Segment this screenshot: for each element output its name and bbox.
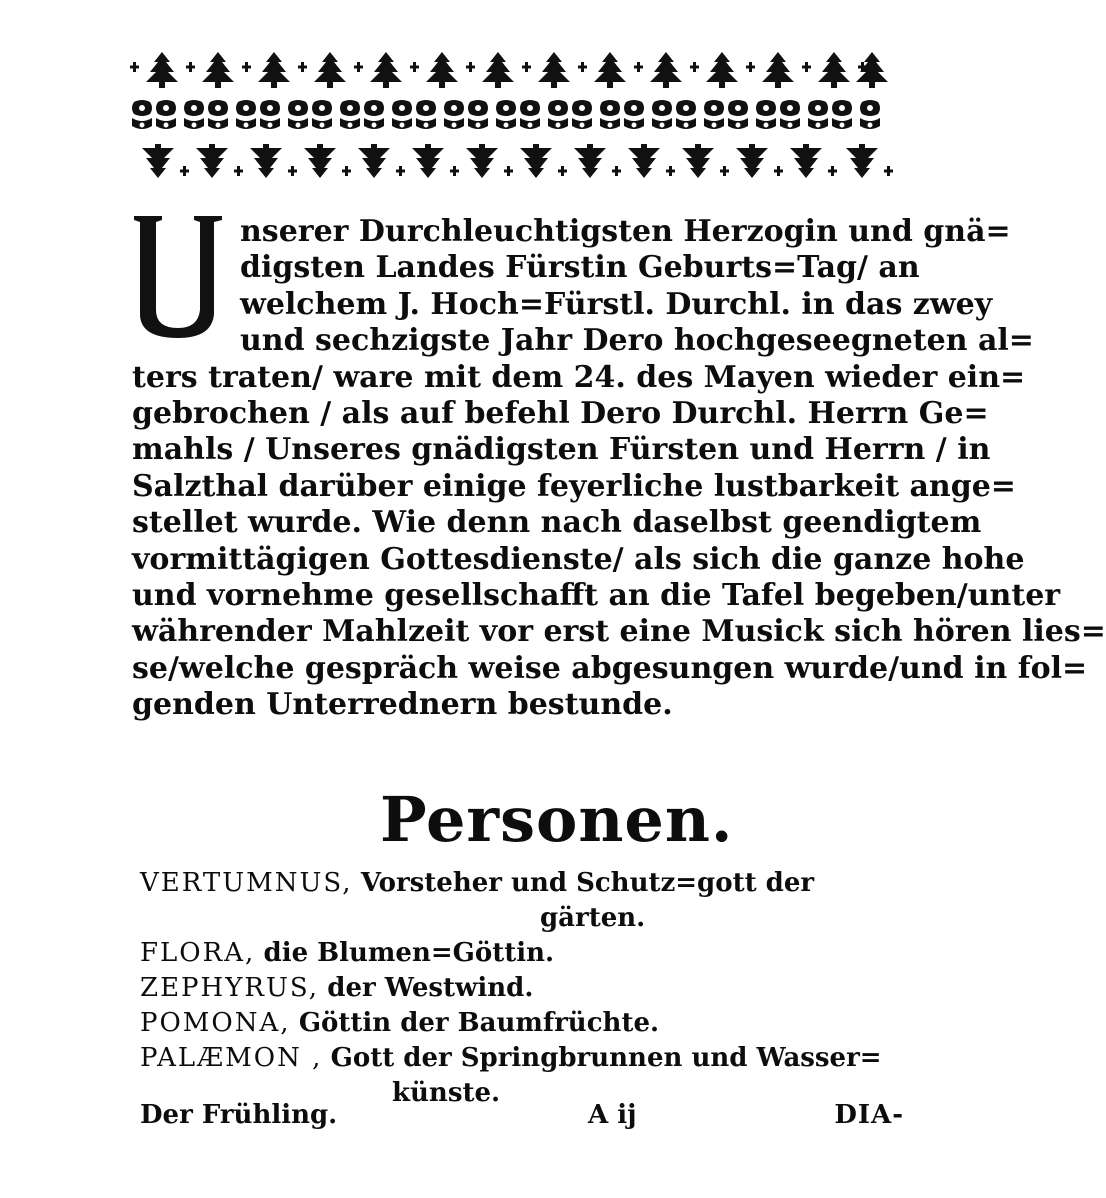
person-name: PALÆMON , bbox=[140, 1043, 323, 1073]
body-line: ters traten/ ware mit dem 24. des Mayen wieder ein= bbox=[132, 359, 1026, 395]
person-description: die Blumen=Göttin. bbox=[263, 938, 555, 968]
ornament-svg bbox=[128, 46, 896, 188]
body-line: se/welche gespräch weise abgesungen wurde/und in fol= bbox=[132, 650, 1088, 686]
ornament-row-top bbox=[130, 52, 888, 88]
person-description-continued: gärten. bbox=[540, 903, 646, 933]
person-name: VERTUMNUS, bbox=[140, 868, 353, 898]
body-line: Salzthal darüber einige feyerliche lustbarkeit ange= bbox=[132, 468, 1016, 504]
signature-mark: A ij bbox=[588, 1100, 637, 1130]
section-heading: Personen. bbox=[380, 783, 734, 856]
page-footer bbox=[140, 1100, 910, 1140]
ornament-row-bottom bbox=[142, 144, 893, 178]
person-entry bbox=[140, 866, 910, 901]
persons-list bbox=[140, 866, 910, 1111]
body-line: währender Mahlzeit vor erst eine Musick sich hören lies= bbox=[132, 614, 1106, 650]
person-entry bbox=[140, 936, 910, 971]
person-description: Göttin der Baumfrüchte. bbox=[298, 1008, 660, 1038]
person-entry bbox=[140, 971, 910, 1006]
running-title: Der Frühling. bbox=[140, 1100, 338, 1130]
person-name: ZEPHYRUS, bbox=[140, 973, 320, 1003]
body-line: und vornehme gesellschafft an die Tafel begeben/unter bbox=[132, 577, 1061, 613]
ornament-row-middle bbox=[132, 100, 880, 129]
person-entry bbox=[140, 1006, 910, 1041]
catchword: DIA- bbox=[834, 1100, 904, 1130]
body-line: gebrochen / als auf befehl Dero Durchl. Herrn Ge= bbox=[132, 395, 989, 431]
body-line: vormittägigen Gottesdienste/ als sich die ganze hohe bbox=[132, 541, 1025, 577]
body-line: genden Unterrednern bestunde. bbox=[132, 687, 673, 723]
body-line: nserer Durchleuchtigsten Herzogin und gnä= bbox=[240, 214, 1011, 249]
person-description: Vorsteher und Schutz=gott der bbox=[360, 868, 815, 898]
body-line: stellet wurde. Wie denn nach daselbst geendigtem bbox=[132, 505, 982, 541]
person-name: POMONA, bbox=[140, 1008, 291, 1038]
person-description: der Westwind. bbox=[327, 973, 534, 1003]
body-line: digsten Landes Fürstin Geburts=Tag/ an bbox=[240, 250, 920, 286]
body-line: mahls / Unseres gnädigsten Fürsten und Herrn / in bbox=[132, 432, 991, 468]
person-entry bbox=[140, 1041, 910, 1076]
person-description: Gott der Springbrunnen und Wasser= bbox=[330, 1043, 882, 1073]
person-name: FLORA, bbox=[140, 938, 256, 968]
body-paragraph bbox=[132, 214, 1106, 723]
body-line: welchem J. Hoch=Fürstl. Durchl. in das zwey bbox=[240, 286, 993, 322]
person-description-continued: künste. bbox=[392, 1078, 501, 1108]
ornament-band bbox=[128, 46, 896, 188]
body-line: und sechzigste Jahr Dero hochgeseegneten al= bbox=[240, 323, 1034, 359]
